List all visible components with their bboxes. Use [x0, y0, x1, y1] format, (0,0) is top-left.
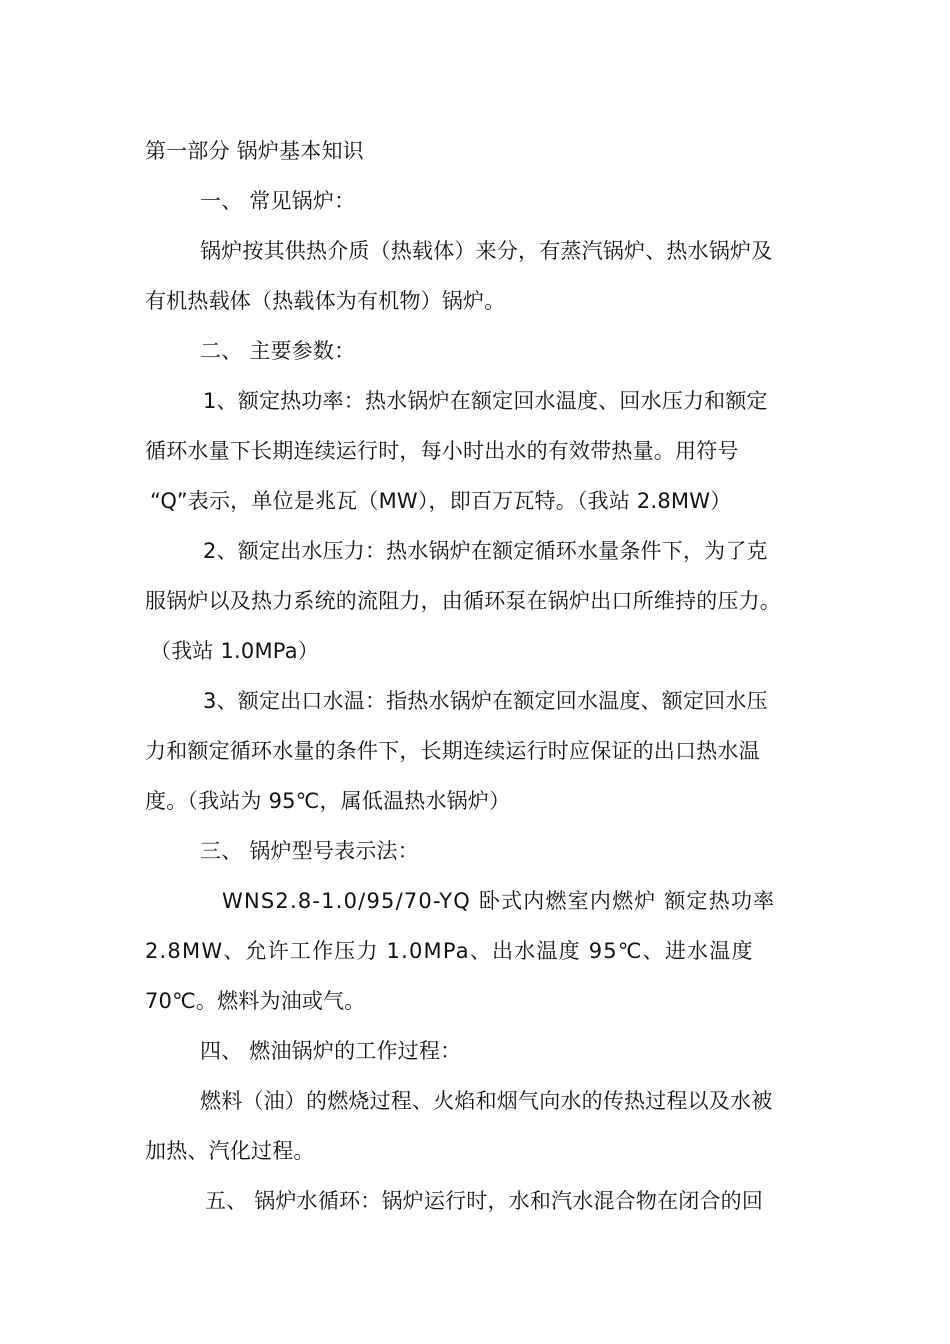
heading-main-parameters: 二、 主要参数：: [200, 339, 356, 363]
paragraph-line: 1、额定热功率：热水锅炉在额定回水温度、回水压力和额定: [203, 389, 768, 413]
paragraph-line: 2、额定出水压力：热水锅炉在额定循环水量条件下，为了克: [203, 539, 768, 563]
paragraph-line: 度。（我站为 95℃，属低温热水锅炉）: [145, 789, 511, 813]
paragraph-line: 服锅炉以及热力系统的流阻力，由循环泵在锅炉出口所维持的压力。: [145, 589, 781, 613]
heading-boiler-model: 三、 锅炉型号表示法：: [200, 839, 419, 863]
section-title: 第一部分 锅炉基本知识: [145, 139, 364, 163]
heading-common-boilers: 一、 常见锅炉：: [200, 189, 356, 213]
paragraph-line: 70℃。燃料为油或气。: [145, 989, 366, 1013]
paragraph-line: 2.8MW、允许工作压力 1.0MPa、出水温度 95℃、进水温度: [145, 939, 754, 963]
paragraph-line: 3、额定出口水温：指热水锅炉在额定回水温度、额定回水压: [203, 689, 768, 713]
paragraph-line: 加热、汽化过程。: [145, 1139, 315, 1163]
paragraph-line: 锅炉按其供热介质（热载体）来分，有蒸汽锅炉、热水锅炉及: [200, 239, 773, 263]
heading-water-circulation: 五、 锅炉水循环：锅炉运行时，水和汽水混合物在闭合的回: [205, 1189, 764, 1213]
paragraph-line: “Q”表示，单位是兆瓦（MW），即百万瓦特。（我站 2.8MW）: [150, 489, 732, 513]
paragraph-line: 循环水量下长期连续运行时，每小时出水的有效带热量。用符号: [145, 439, 739, 463]
heading-oil-boiler-process: 四、 燃油锅炉的工作过程：: [200, 1039, 462, 1063]
paragraph-line: 力和额定循环水量的条件下，长期连续运行时应保证的出口热水温: [145, 739, 760, 763]
paragraph-line: 有机热载体（热载体为有机物）锅炉。: [145, 289, 506, 313]
paragraph-line: 燃料（油）的燃烧过程、火焰和烟气向水的传热过程以及水被: [200, 1089, 773, 1113]
paragraph-line: WNS2.8-1.0/95/70-YQ 卧式内燃室内燃炉 额定热功率: [222, 889, 776, 913]
paragraph-line: （我站 1.0MPa）: [150, 639, 319, 663]
